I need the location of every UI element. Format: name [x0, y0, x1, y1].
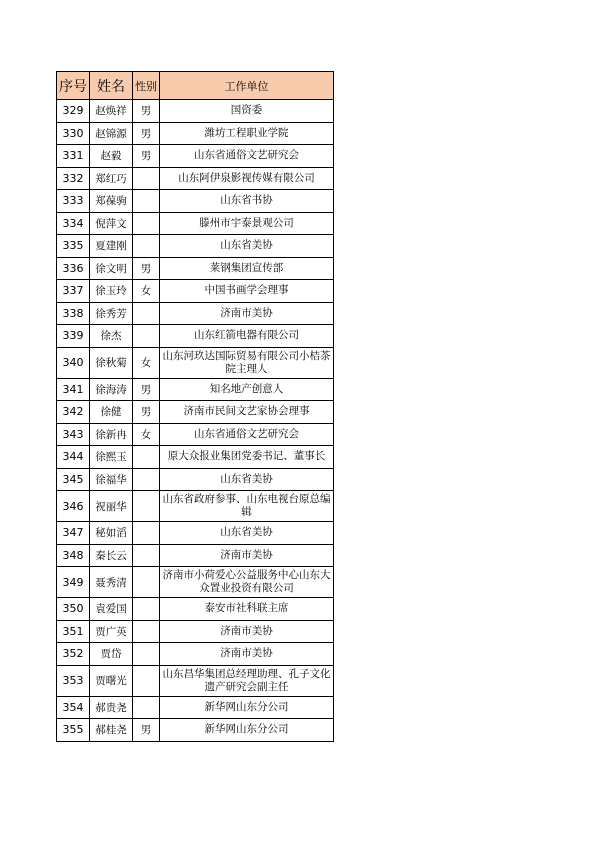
cell-unit: 山东昌华集团总经理助理、孔子文化遗产研究会副主任	[160, 665, 334, 696]
cell-unit: 济南市美协	[160, 544, 334, 567]
table-row	[57, 347, 334, 378]
cell-name: 赵锦源	[90, 122, 133, 145]
cell-unit: 山东省美协	[160, 522, 334, 545]
cell-gender: 男	[133, 401, 160, 424]
header-no: 序号	[57, 72, 90, 100]
table-row	[57, 100, 334, 123]
table-row	[57, 468, 334, 491]
cell-name: 祝丽华	[90, 491, 133, 522]
cell-gender: 男	[133, 122, 160, 145]
cell-gender	[133, 544, 160, 567]
table-row	[57, 212, 334, 235]
cell-name: 赵焕祥	[90, 100, 133, 123]
cell-gender: 男	[133, 100, 160, 123]
table-row	[57, 145, 334, 168]
cell-gender: 女	[133, 347, 160, 378]
cell-no: 351	[57, 620, 90, 643]
cell-no: 349	[57, 567, 90, 598]
cell-gender: 男	[133, 719, 160, 742]
table-row	[57, 719, 334, 742]
cell-unit: 新华网山东分公司	[160, 719, 334, 742]
cell-gender	[133, 235, 160, 258]
table-row	[57, 446, 334, 469]
cell-unit: 山东省通俗文艺研究会	[160, 423, 334, 446]
cell-no: 341	[57, 378, 90, 401]
cell-name: 徐杰	[90, 325, 133, 348]
cell-no: 352	[57, 643, 90, 666]
cell-unit: 山东阿伊泉影视传媒有限公司	[160, 167, 334, 190]
table-row	[57, 665, 334, 696]
cell-unit: 山东省政府参事、山东电视台原总编辑	[160, 491, 334, 522]
cell-gender	[133, 190, 160, 213]
cell-name: 徐熙玉	[90, 446, 133, 469]
table-row	[57, 544, 334, 567]
cell-unit: 济南市美协	[160, 643, 334, 666]
cell-unit: 山东红箭电器有限公司	[160, 325, 334, 348]
cell-gender	[133, 446, 160, 469]
table-row	[57, 378, 334, 401]
cell-gender	[133, 696, 160, 719]
cell-no: 338	[57, 302, 90, 325]
cell-unit: 济南市小荷爱心公益服务中心山东大众置业投资有限公司	[160, 567, 334, 598]
cell-unit: 山东省美协	[160, 235, 334, 258]
cell-no: 350	[57, 598, 90, 621]
cell-unit: 济南市美协	[160, 302, 334, 325]
cell-unit: 新华网山东分公司	[160, 696, 334, 719]
cell-unit: 山东省书协	[160, 190, 334, 213]
cell-unit: 山东省美协	[160, 468, 334, 491]
header-name: 姓名	[90, 72, 133, 100]
cell-gender	[133, 491, 160, 522]
cell-no: 335	[57, 235, 90, 258]
table-row	[57, 325, 334, 348]
table-row	[57, 491, 334, 522]
table-row	[57, 122, 334, 145]
table-row	[57, 401, 334, 424]
header-gender: 性别	[133, 72, 160, 100]
cell-unit: 知名地产创意人	[160, 378, 334, 401]
cell-name: 聂秀清	[90, 567, 133, 598]
cell-no: 346	[57, 491, 90, 522]
table-header	[57, 72, 334, 100]
table-row	[57, 235, 334, 258]
cell-gender: 女	[133, 423, 160, 446]
cell-name: 徐秀芳	[90, 302, 133, 325]
cell-name: 徐海涛	[90, 378, 133, 401]
cell-unit: 滕州市宇泰景观公司	[160, 212, 334, 235]
cell-name: 贾广英	[90, 620, 133, 643]
cell-gender: 女	[133, 280, 160, 303]
cell-name: 秦长云	[90, 544, 133, 567]
table-row	[57, 257, 334, 280]
cell-gender	[133, 598, 160, 621]
cell-name: 郝贵尧	[90, 696, 133, 719]
cell-no: 332	[57, 167, 90, 190]
cell-name: 徐新冉	[90, 423, 133, 446]
cell-gender	[133, 167, 160, 190]
cell-unit: 中国书画学会理事	[160, 280, 334, 303]
table-row	[57, 643, 334, 666]
table-row	[57, 190, 334, 213]
cell-no: 345	[57, 468, 90, 491]
cell-unit: 潍坊工程职业学院	[160, 122, 334, 145]
cell-gender: 男	[133, 257, 160, 280]
cell-unit: 原大众报业集团党委书记、董事长	[160, 446, 334, 469]
cell-name: 袁爱国	[90, 598, 133, 621]
cell-no: 340	[57, 347, 90, 378]
cell-name: 郝桂尧	[90, 719, 133, 742]
cell-unit: 山东河玖达国际贸易有限公司小桔茶院主理人	[160, 347, 334, 378]
cell-no: 355	[57, 719, 90, 742]
cell-no: 342	[57, 401, 90, 424]
cell-gender	[133, 522, 160, 545]
table-row	[57, 423, 334, 446]
cell-no: 344	[57, 446, 90, 469]
table-row	[57, 167, 334, 190]
table-row	[57, 620, 334, 643]
cell-no: 348	[57, 544, 90, 567]
cell-no: 339	[57, 325, 90, 348]
cell-no: 337	[57, 280, 90, 303]
cell-no: 354	[57, 696, 90, 719]
cell-name: 徐玉玲	[90, 280, 133, 303]
cell-name: 贾曙光	[90, 665, 133, 696]
cell-gender	[133, 620, 160, 643]
table-body	[57, 100, 334, 742]
cell-gender	[133, 212, 160, 235]
cell-name: 秘如滔	[90, 522, 133, 545]
cell-name: 徐福华	[90, 468, 133, 491]
cell-name: 徐文明	[90, 257, 133, 280]
cell-gender	[133, 665, 160, 696]
cell-unit: 泰安市社科联主席	[160, 598, 334, 621]
cell-name: 徐健	[90, 401, 133, 424]
cell-name: 夏建刚	[90, 235, 133, 258]
table-row	[57, 280, 334, 303]
cell-no: 343	[57, 423, 90, 446]
cell-name: 徐秋菊	[90, 347, 133, 378]
cell-no: 334	[57, 212, 90, 235]
table-row	[57, 598, 334, 621]
cell-unit: 济南市民间文艺家协会理事	[160, 401, 334, 424]
member-table	[56, 71, 334, 742]
cell-no: 333	[57, 190, 90, 213]
header-row	[57, 72, 334, 100]
cell-unit: 国资委	[160, 100, 334, 123]
cell-gender	[133, 567, 160, 598]
cell-no: 353	[57, 665, 90, 696]
cell-name: 赵毅	[90, 145, 133, 168]
cell-name: 贾岱	[90, 643, 133, 666]
cell-no: 347	[57, 522, 90, 545]
table-row	[57, 302, 334, 325]
table-row	[57, 522, 334, 545]
cell-name: 郑葆驹	[90, 190, 133, 213]
table-row	[57, 567, 334, 598]
cell-gender	[133, 468, 160, 491]
cell-gender: 男	[133, 145, 160, 168]
cell-unit: 济南市美协	[160, 620, 334, 643]
header-unit: 工作单位	[160, 72, 334, 100]
cell-gender	[133, 302, 160, 325]
cell-gender	[133, 643, 160, 666]
cell-gender: 男	[133, 378, 160, 401]
table-row	[57, 696, 334, 719]
cell-unit: 山东省通俗文艺研究会	[160, 145, 334, 168]
cell-gender	[133, 325, 160, 348]
cell-no: 331	[57, 145, 90, 168]
cell-no: 336	[57, 257, 90, 280]
cell-no: 330	[57, 122, 90, 145]
cell-name: 倪萍文	[90, 212, 133, 235]
cell-no: 329	[57, 100, 90, 123]
cell-name: 郑红巧	[90, 167, 133, 190]
cell-unit: 莱钢集团宣传部	[160, 257, 334, 280]
